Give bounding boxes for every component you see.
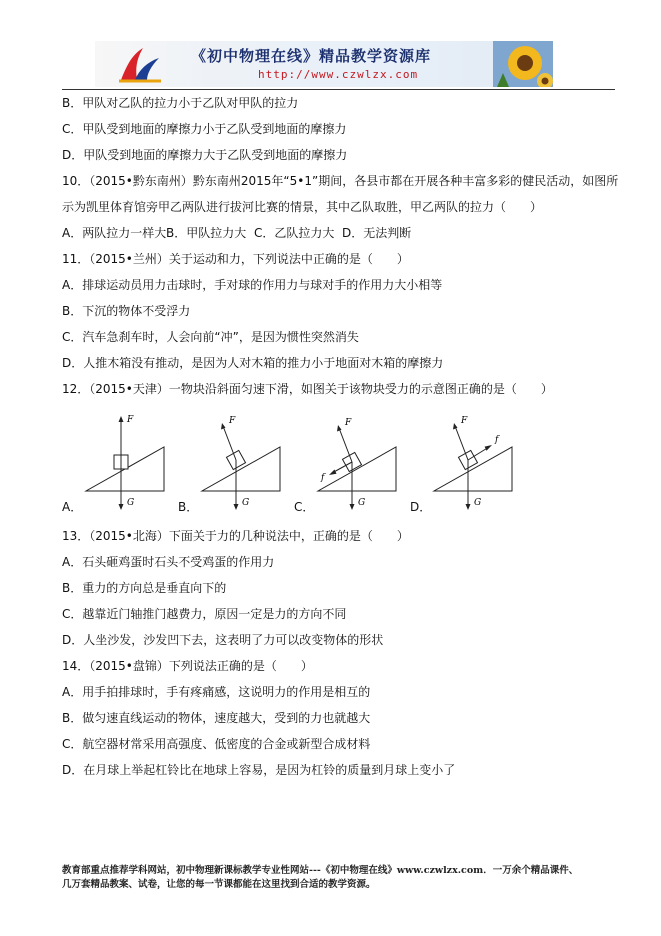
footer-line2: 几万套精品教案、试卷，让您的每一节课都能在这里找到合适的教学资源。 bbox=[62, 879, 376, 890]
q14-option-b: B．做匀速直线运动的物体，速度越大，受到的力也就越大 bbox=[62, 711, 371, 725]
q14-option-d: D．在月球上举起杠铃比在地球上容易，是因为杠铃的质量到月球上变小了 bbox=[62, 763, 456, 777]
label-G: G bbox=[127, 498, 135, 508]
q10-options bbox=[62, 225, 411, 241]
header-rule bbox=[62, 89, 615, 90]
q10-option-d: D．无法判断 bbox=[342, 226, 412, 240]
banner-title: 《初中物理在线》精品教学资源库 bbox=[191, 47, 432, 65]
label-f: f bbox=[495, 435, 499, 445]
q13-option-b: B．重力的方向总是垂直向下的 bbox=[62, 581, 227, 595]
label-F: F bbox=[461, 416, 468, 426]
q9-option-b: B．甲队对乙队的拉力小于乙队对甲队的拉力 bbox=[62, 96, 299, 110]
q13-option-a: A．石头砸鸡蛋时石头不受鸡蛋的作用力 bbox=[62, 555, 275, 569]
q12-option-d: D． bbox=[410, 500, 432, 514]
label-G: G bbox=[358, 498, 366, 508]
sunflower-icon bbox=[493, 41, 553, 87]
q10-option-c: C．乙队拉力大 bbox=[254, 226, 335, 240]
q14-option-a: A．用手拍排球时，手有疼痛感，这说明力的作用是相互的 bbox=[62, 685, 371, 699]
q13-option-d: D．人坐沙发，沙发凹下去，这表明了力可以改变物体的形状 bbox=[62, 633, 384, 647]
q14-option-c: C．航空器材常采用高强度、低密度的合金或新型合成材料 bbox=[62, 737, 371, 751]
banner-url[interactable]: http://www.czwlzx.com bbox=[258, 68, 419, 81]
label-F: F bbox=[127, 415, 134, 425]
q11-option-a: A．排球运动员用力击球时，手对球的作用力与球对手的作用力大小相等 bbox=[62, 278, 443, 292]
q12-option-b: B． bbox=[178, 500, 199, 514]
q11-option-b: B．下沉的物体不受浮力 bbox=[62, 304, 191, 318]
label-F: F bbox=[345, 418, 352, 428]
q12-stem: 12．（2015•天津）一物块沿斜面匀速下滑，如图关于该物块受力的示意图正确的是（ ） bbox=[62, 382, 553, 396]
page-footer bbox=[62, 864, 578, 892]
footer-line1: 教育部重点推荐学科网站，初中物理新课标教学专业性网站---《初中物理在线》www.czwlzx.com．一万余个精品课件、 bbox=[62, 865, 579, 876]
q11-stem: 11．（2015•兰州）关于运动和力，下列说法中正确的是（ ） bbox=[62, 252, 409, 266]
q11-option-c: C．汽车急刹车时，人会向前“冲”，是因为惯性突然消失 bbox=[62, 330, 359, 344]
q10-stem-line2: 示为凯里体育馆旁甲乙两队进行拔河比赛的情景，其中乙队取胜，甲乙两队的拉力（ ） bbox=[62, 200, 543, 214]
label-F: F bbox=[229, 416, 236, 426]
q10-option-a: A．两队拉力一样大 bbox=[62, 226, 167, 240]
force-diagram-c bbox=[312, 408, 412, 516]
q10-stem-line1: 10．（2015•黔东南州）黔东南州2015年“5•1”期间，各县市都在开展各种丰富多彩的健民活动，如图所 bbox=[62, 174, 619, 188]
site-logo bbox=[117, 44, 163, 84]
label-G: G bbox=[242, 498, 250, 508]
q12-option-a: A． bbox=[62, 500, 83, 514]
q14-stem: 14．（2015•盘锦）下列说法正确的是（ ） bbox=[62, 659, 313, 673]
label-G: G bbox=[474, 498, 482, 508]
q10-option-b: B．甲队拉力大 bbox=[166, 226, 247, 240]
force-diagram-b bbox=[196, 408, 296, 516]
q13-option-c: C．越靠近门轴推门越费力，原因一定是力的方向不同 bbox=[62, 607, 347, 621]
q9-option-c: C．甲队受到地面的摩擦力小于乙队受到地面的摩擦力 bbox=[62, 122, 347, 136]
label-f: f bbox=[321, 473, 325, 483]
force-diagram-d bbox=[428, 408, 528, 516]
q12-option-c: C． bbox=[294, 500, 315, 514]
force-diagram-a bbox=[80, 408, 180, 516]
header-banner bbox=[95, 41, 553, 87]
q13-stem: 13．（2015•北海）下面关于力的几种说法中，正确的是（ ） bbox=[62, 529, 409, 543]
q9-option-d: D．甲队受到地面的摩擦力大于乙队受到地面的摩擦力 bbox=[62, 148, 348, 162]
q11-option-d: D．人推木箱没有推动，是因为人对木箱的推力小于地面对木箱的摩擦力 bbox=[62, 356, 444, 370]
